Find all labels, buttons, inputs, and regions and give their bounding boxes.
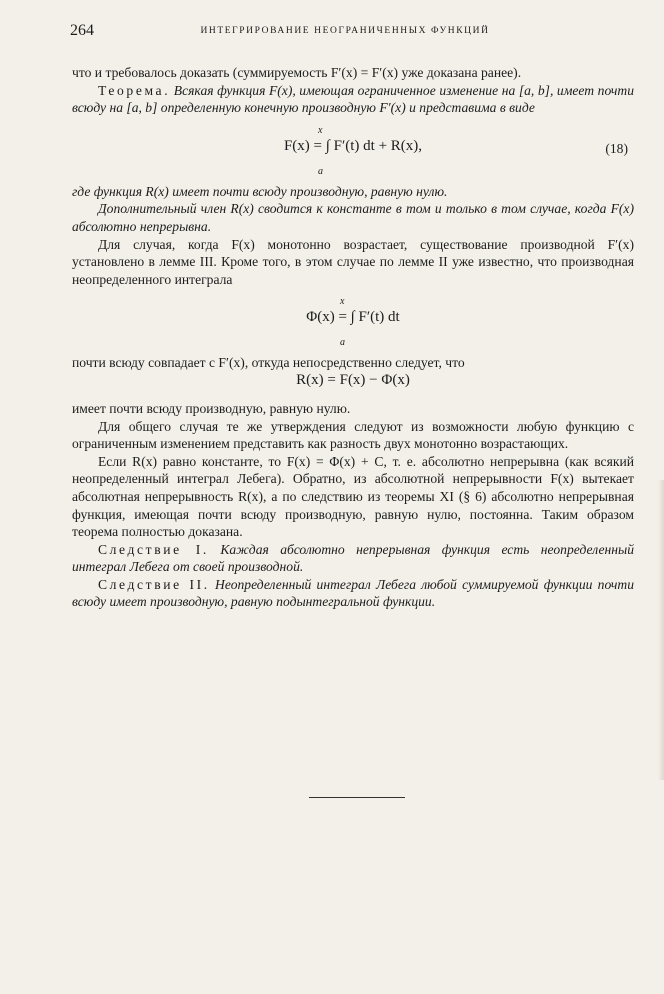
formula-18 [72, 121, 634, 177]
paragraph-continuation: что и требовалось доказать (суммируемость F′(x) = F′(x) уже доказана ранее). [72, 65, 522, 80]
corollary-one-label: Следствие I. [98, 541, 209, 557]
paragraph-general-case: Для общего случая те же утверждения следуют из возможности любую функцию с ограниченным изменением представить как разность двух монотонно возрастающих. [72, 418, 634, 452]
running-header [70, 22, 620, 46]
page-body [72, 64, 634, 611]
corollary-two-text: Неопределенный интеграл Лебега любой суммируемой функции почти всюду имеет производную, равную подынтегральной функции. [72, 576, 634, 610]
formula-18-expression: F(x) = ∫ F′(t) dt + R(x), [283, 137, 423, 154]
page-edge-shadow [658, 480, 664, 780]
paragraph-converse: Если R(x) равно константе, то F(x) = Φ(x) + C, т. е. абсолютно непрерывна (как всякий неопределенный интеграл Лебега). Обратно, из абсолютной непрерывности F(x) вытекает абсолютная непрерывность R(x), а по следствию из теоремы XI (§ 6) абсолютно непрерывная функция, имеющая почти всюду производную, равную нулю, постоянна. Таким образом теорема полностью доказана. [72, 453, 634, 540]
corollary-two-label: Следствие II. [98, 576, 210, 592]
integral-upper-limit: x [340, 296, 345, 308]
theorem-label: Теорема. [98, 82, 171, 98]
corollary-one-text: Каждая абсолютно непрерывная функция есть неопределенный интеграл Лебега от своей производной. [72, 541, 634, 575]
paragraph-coincides: почти всюду совпадает с F′(x), откуда непосредственно следует, что [72, 355, 465, 371]
equation-number: (18) [605, 140, 628, 156]
corollary-one [72, 541, 634, 576]
paragraph-derivative-zero: имеет почти всюду производную, равную нулю. [72, 400, 351, 416]
integral-lower-limit: a [318, 165, 323, 177]
formula-r-expression: R(x) = F(x) − Φ(x) [296, 371, 410, 388]
paragraph-additional-term: Дополнительный член R(x) сводится к константе в том и только в том случае, когда F(x) абсолютно непрерывна. [72, 201, 634, 234]
theorem [72, 82, 634, 117]
end-rule [309, 797, 405, 798]
integral-upper-limit: x [318, 124, 323, 136]
paragraph-monotone-case: Для случая, когда F(x) монотонно возрастает, существование производной F′(x) установлено в лемме III. Кроме того, в этом случае по лемме II уже известно, что производная неопределенного интеграла [72, 236, 634, 287]
theorem-statement: Всякая функция F(x), имеющая ограниченное изменение на [a, b], имеет почти всюду на [a, b] определенную конечную производную F′(x) и представима в виде [72, 82, 635, 116]
formula-r [72, 372, 634, 394]
corollary-two [72, 576, 634, 611]
running-title: ИНТЕГРИРОВАНИЕ НЕОГРАНИЧЕННЫХ ФУНКЦИЙ [200, 26, 490, 36]
formula-phi [72, 292, 634, 348]
formula-phi-expression: Φ(x) = ∫ F′(t) dt [306, 309, 400, 326]
theorem-statement-continuation: где функция R(x) имеет почти всюду производную, равную нулю. [72, 183, 448, 199]
integral-lower-limit: a [340, 337, 345, 349]
page-number: 264 [70, 22, 94, 39]
